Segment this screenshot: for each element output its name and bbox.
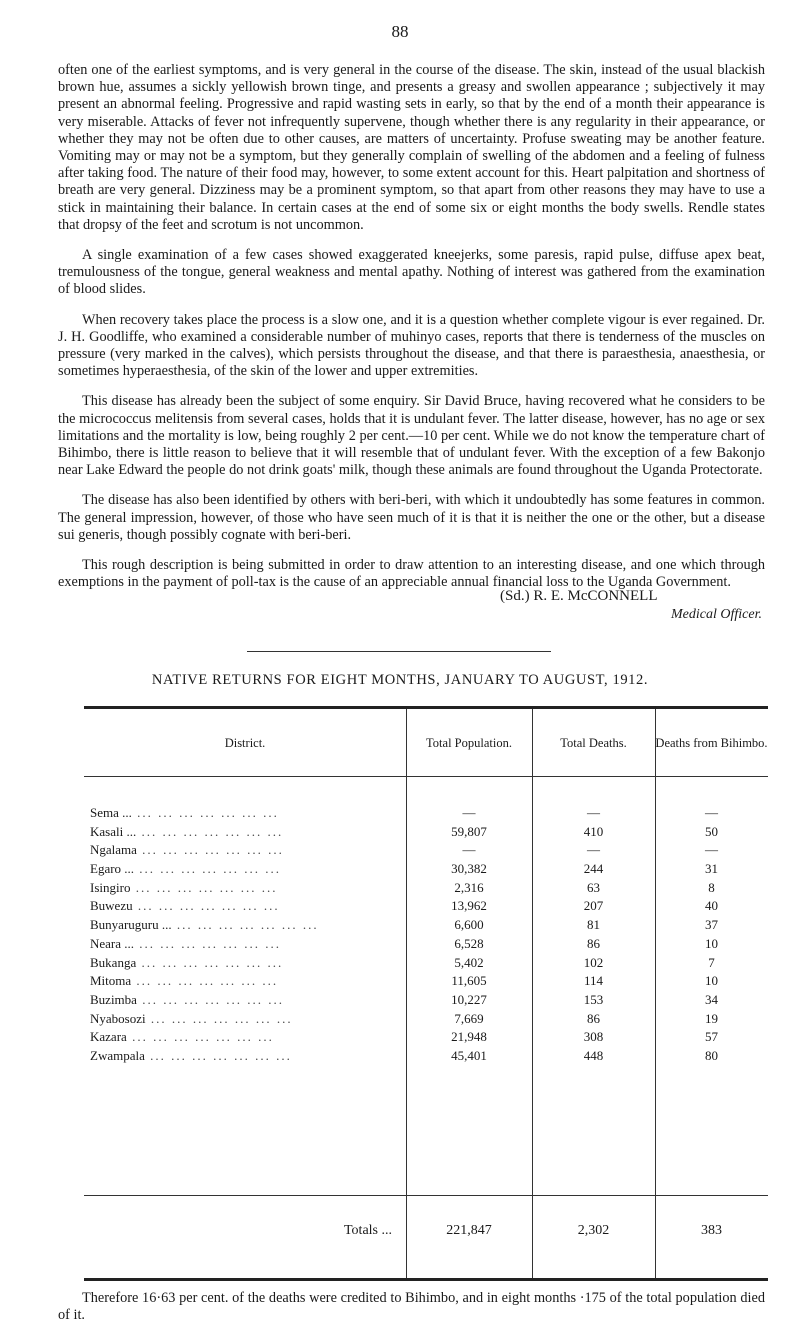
totals-divider	[84, 1195, 768, 1196]
district-name: Kasali ...	[90, 823, 137, 839]
section-divider	[247, 651, 551, 652]
header-district: District.	[224, 735, 266, 750]
district-name: Egaro ...	[90, 861, 135, 877]
district-name: Buzimba	[90, 991, 137, 1007]
paragraph-3: When recovery takes place the process is a slow one, and it is a question whether complete vigour is ever regained. Dr. J. H. Goodliffe, who examined a considerable number of muhinyo cases, reports that there is tenderness of the muscles on pressure (very marked in the calves), which persists throughout the disease, and that there is paraesthesia, anaesthesia, or sometimes hyperaesthesia, of the skin of the lower and upper extremities.	[58, 311, 765, 380]
table-header-row	[84, 709, 768, 777]
leader-dots: ... ... ... ... ... ... ...	[131, 973, 279, 989]
deaths-cell: —	[587, 805, 600, 820]
population-cell: —	[462, 842, 476, 858]
table-row	[84, 861, 768, 880]
population-cell: 11,605	[451, 973, 487, 989]
leader-dots: ... ... ... ... ... ... ...	[136, 954, 284, 970]
deaths-cell: 153	[583, 991, 604, 1007]
deaths-cell: 86	[587, 1010, 600, 1026]
paragraph-4: This disease has already been the subject of some enquiry. Sir David Bruce, having recovered what he considers to be the micrococcus melitensis from several cases, holds that it is undulant fever. The latter disease, however, has no age or sex limitations and the mortality is low, being roughly 2 per cent.—10 per cent. While we do not know the temperature chart of Bihimbo, there is little reason to believe that it will resemble that of undulant fever. With the exception of a few Bakonjo near Lake Edward the people do not drink goats' milk, though these animals are found throughout the Uganda Protectorate.	[58, 393, 765, 479]
district-name: Neara ...	[90, 935, 135, 951]
bihimbo-cell: 80	[705, 1047, 718, 1063]
deaths-cell: 102	[583, 954, 604, 970]
population-cell: —	[462, 805, 476, 820]
table-row	[84, 1011, 768, 1030]
leader-dots: ... ... ... ... ... ... ...	[136, 842, 284, 858]
deaths-cell: —	[587, 842, 600, 858]
native-returns-table	[84, 706, 768, 1281]
district-name: Zwampala	[90, 1047, 145, 1063]
bihimbo-cell: —	[705, 805, 718, 820]
bihimbo-cell: 31	[705, 861, 718, 877]
bihimbo-cell: —	[705, 842, 718, 858]
table-row	[84, 805, 768, 824]
bihimbo-cell: 57	[705, 1029, 718, 1045]
paragraph-1: often one of the earliest symptoms, and is very general in the course of the disease. The skin, instead of the usual blackish brown hue, assumes a sickly yellowish brown tinge, and presents a greasy and swollen appearance ; subjectively it may present an abnormal feeling. Progressive and rapid wasting sets in early, so that by the end of a month their appearance is very miserable. Attacks of fever not infrequently supervene, though whether there is any regularity in their appearance, or whether they may not be often due to other causes, are matters of uncertainty. Profuse sweating may be another feature. Vomiting may or may not be a symptom, but they generally complain of swelling of the abdomen and a feeling of fulness after taking food. The nature of their food may, however, to some extent account for this. Heart palpitation and shortness of breath are very general. Dizziness may be a prominent symptom, so that apart from other reasons they may have to use a stick in maintaining their balance. In certain cases at the end of some six or eight months the body swells. Rendle states that dropsy of the feet and scrotum is not uncommon.	[58, 62, 765, 233]
population-cell: 21,948	[451, 1029, 487, 1045]
bihimbo-cell: 7	[708, 954, 715, 970]
table-row	[84, 1048, 768, 1067]
district-name: Kazara	[90, 1029, 127, 1045]
bihimbo-cell: 8	[708, 879, 715, 895]
population-cell: 6,528	[454, 935, 484, 951]
table-row	[84, 898, 768, 917]
paragraph-2: A single examination of a few cases showed exaggerated kneejerks, some paresis, rapid pulse, diffuse apex beat, tremulousness of the tongue, general weakness and mental apathy. Nothing of interest was gathered from the examination of blood slides.	[58, 247, 765, 298]
header-bihimbo: Deaths from Bihimbo.	[655, 735, 768, 750]
leader-dots: ... ... ... ... ... ... ...	[134, 935, 282, 951]
district-name: Ngalama	[90, 842, 137, 858]
signature: (Sd.) R. E. McCONNELL	[500, 588, 658, 604]
bihimbo-cell: 10	[705, 935, 718, 951]
totals-label: Totals ...	[343, 1223, 392, 1238]
population-cell: 13,962	[451, 898, 487, 914]
body-text	[58, 62, 765, 604]
population-cell: 7,669	[454, 1010, 484, 1026]
bihimbo-cell: 10	[705, 973, 718, 989]
leader-dots: ... ... ... ... ... ... ...	[144, 1047, 292, 1063]
bihimbo-cell: 50	[705, 823, 718, 839]
table-row	[84, 917, 768, 936]
bihimbo-cell: 34	[705, 991, 718, 1007]
district-name: Bukanga	[90, 954, 137, 970]
population-cell: 10,227	[451, 991, 487, 1007]
page-number: 88	[391, 22, 409, 41]
population-cell: 30,382	[451, 861, 487, 877]
table-row	[84, 955, 768, 974]
leader-dots: ... ... ... ... ... ... ...	[171, 917, 319, 933]
totals-population: 221,847	[446, 1223, 492, 1238]
bihimbo-cell: 19	[705, 1010, 718, 1026]
district-name: Isingiro	[90, 879, 131, 895]
district-name: Buwezu	[90, 898, 133, 914]
paragraph-5: The disease has also been identified by others with beri-beri, with which it undoubtedly has some features in common. The general impression, however, of those who have seen much of it is that it is neither the one or the other, but a disease sui generis, though possibly cognate with beri-beri.	[58, 492, 765, 543]
deaths-cell: 448	[583, 1047, 604, 1063]
totals-bihimbo: 383	[701, 1223, 722, 1238]
bihimbo-cell: 40	[705, 898, 718, 914]
signature-block	[440, 588, 770, 623]
header-population: Total Population.	[426, 735, 512, 750]
deaths-cell: 81	[587, 917, 600, 933]
table-row	[84, 880, 768, 899]
leader-dots: ... ... ... ... ... ... ...	[145, 1010, 293, 1026]
leader-dots: ... ... ... ... ... ... ...	[131, 805, 279, 820]
population-cell: 59,807	[451, 823, 487, 839]
district-name: Sema ...	[90, 805, 132, 820]
district-name: Mitoma	[90, 973, 132, 989]
deaths-cell: 410	[583, 823, 604, 839]
table-row	[84, 1029, 768, 1048]
district-name: Bunyaruguru ...	[90, 917, 172, 933]
table-body	[84, 805, 768, 1067]
totals-deaths: 2,302	[577, 1223, 610, 1238]
table-row	[84, 936, 768, 955]
district-name: Nyabosozi	[90, 1010, 146, 1026]
table-row	[84, 992, 768, 1011]
bihimbo-cell: 37	[705, 917, 718, 933]
signature-title: Medical Officer.	[671, 607, 762, 622]
header-deaths: Total Deaths.	[560, 735, 627, 750]
leader-dots: ... ... ... ... ... ... ...	[132, 898, 280, 914]
deaths-cell: 244	[583, 861, 604, 877]
leader-dots: ... ... ... ... ... ... ...	[126, 1029, 274, 1045]
population-cell: 2,316	[454, 879, 484, 895]
leader-dots: ... ... ... ... ... ... ...	[136, 823, 284, 839]
leader-dots: ... ... ... ... ... ... ...	[130, 879, 278, 895]
leader-dots: ... ... ... ... ... ... ...	[136, 991, 284, 1007]
paragraph-6: This rough description is being submitted in order to draw attention to an interesting disease, and one which through exemptions in the payment of poll-tax is the cause of an appreciable annual financial loss to the Uganda Government.	[58, 557, 765, 591]
deaths-cell: 63	[587, 879, 600, 895]
population-cell: 45,401	[451, 1047, 487, 1063]
deaths-cell: 114	[583, 973, 604, 989]
table-row	[84, 973, 768, 992]
leader-dots: ... ... ... ... ... ... ...	[134, 861, 282, 877]
deaths-cell: 308	[583, 1029, 604, 1045]
population-cell: 6,600	[454, 917, 484, 933]
population-cell: 5,402	[454, 954, 484, 970]
deaths-cell: 207	[583, 898, 604, 914]
table-row	[84, 842, 768, 861]
table-row	[84, 824, 768, 843]
table-heading: NATIVE RETURNS FOR EIGHT MONTHS, JANUARY TO AUGUST, 1912.	[151, 672, 649, 688]
closing-paragraph: Therefore 16·63 per cent. of the deaths were credited to Bihimbo, and in eight months ·175 of the total population died of it.	[58, 1290, 765, 1324]
deaths-cell: 86	[587, 935, 600, 951]
